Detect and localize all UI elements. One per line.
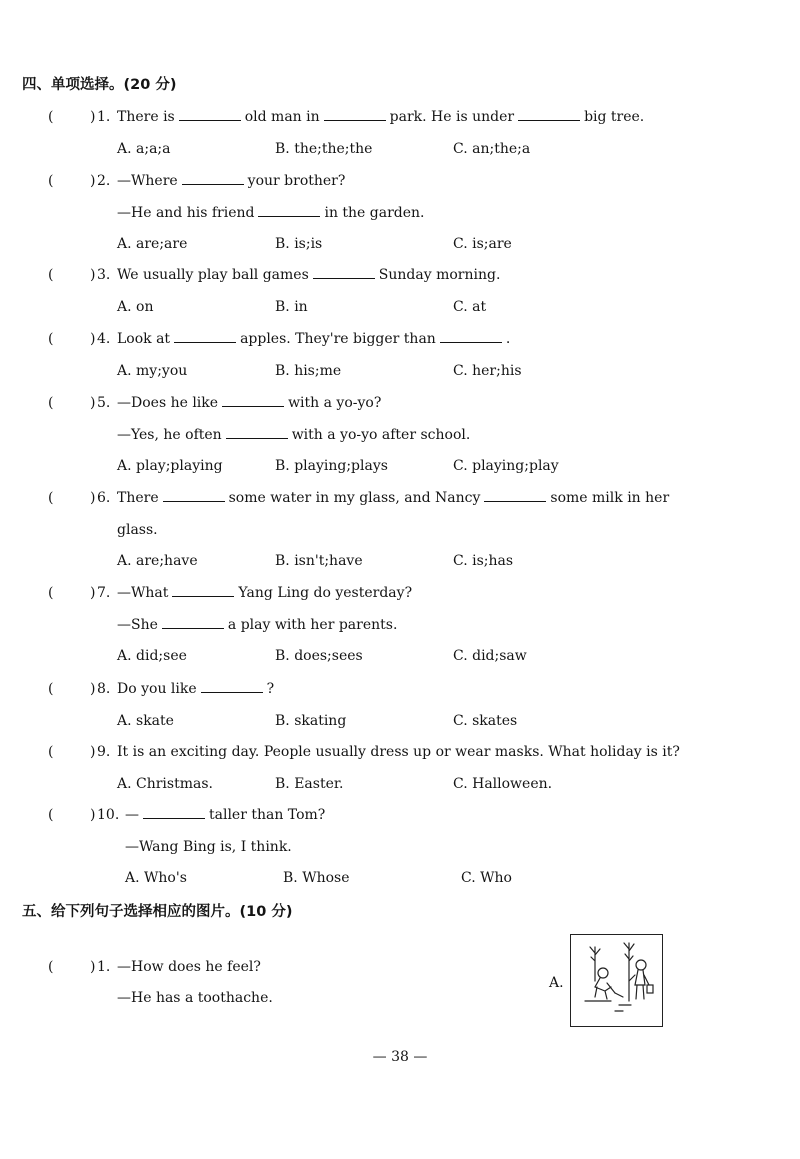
answer-paren-open: ( bbox=[48, 807, 54, 823]
option-b: B. skating bbox=[275, 712, 347, 729]
answer-paren-open: ( bbox=[48, 490, 54, 506]
question-line bbox=[117, 394, 381, 412]
question-line bbox=[117, 426, 470, 444]
answer-paren-open: ( bbox=[48, 959, 54, 975]
option-b: B. his;me bbox=[275, 362, 342, 379]
question-line bbox=[117, 616, 397, 634]
answer-paren-close: ) bbox=[90, 744, 96, 760]
option-c: C. playing;play bbox=[453, 458, 559, 474]
answer-paren-close: ) bbox=[90, 959, 96, 975]
question-number: 4. bbox=[97, 331, 111, 347]
option-a: A. did;see bbox=[117, 648, 187, 664]
question-text: your brother? bbox=[247, 173, 346, 189]
answer-blank bbox=[324, 108, 386, 121]
question-line bbox=[117, 584, 412, 602]
option-c: C. her;his bbox=[453, 362, 522, 379]
question-text: glass. bbox=[117, 521, 158, 538]
option-b: B. in bbox=[275, 298, 308, 315]
answer-blank bbox=[440, 330, 502, 343]
question-line bbox=[117, 266, 500, 284]
question-text: some milk in her bbox=[550, 490, 670, 506]
question-number: 7. bbox=[97, 585, 111, 601]
question-text: —What bbox=[117, 585, 169, 601]
question-text: apples. They're bigger than bbox=[240, 331, 436, 347]
answer-blank bbox=[201, 680, 263, 693]
option-b: B. does;sees bbox=[275, 648, 363, 664]
answer-paren-close: ) bbox=[90, 807, 96, 823]
section-four-title: 四、单项选择。(20 分) bbox=[22, 77, 177, 93]
question-number: 1. bbox=[97, 109, 111, 125]
option-c: C. at bbox=[453, 298, 487, 315]
question-text: Do you like bbox=[117, 681, 197, 697]
option-c: C. an;the;a bbox=[453, 140, 531, 157]
answer-paren-open: ( bbox=[48, 681, 54, 697]
option-b: B. isn't;have bbox=[275, 553, 363, 569]
option-a: A. play;playing bbox=[117, 458, 223, 474]
picture-a bbox=[570, 934, 663, 1027]
option-a: A. Christmas. bbox=[117, 775, 213, 792]
answer-paren-close: ) bbox=[90, 490, 96, 506]
question-text: It is an exciting day. People usually dress up or wear masks. What holiday is it? bbox=[117, 744, 680, 760]
question-text: We usually play ball games bbox=[117, 267, 309, 283]
option-c: C. is;has bbox=[453, 553, 514, 569]
answer-blank bbox=[163, 489, 225, 502]
question-line bbox=[117, 330, 510, 348]
question-text: — bbox=[125, 807, 139, 823]
question-line bbox=[125, 838, 292, 856]
answer-paren-close: ) bbox=[90, 395, 96, 411]
option-c: C. Halloween. bbox=[453, 775, 553, 792]
question-text: Sunday morning. bbox=[378, 267, 501, 283]
question-text: taller than Tom? bbox=[209, 807, 326, 823]
s5-question-line: —He has a toothache. bbox=[117, 990, 273, 1006]
s5-question-number: 1. bbox=[97, 959, 111, 975]
question-line bbox=[117, 489, 669, 507]
question-text: There is bbox=[117, 109, 175, 125]
question-text: Look at bbox=[117, 331, 171, 347]
option-b: B. is;is bbox=[275, 236, 323, 252]
question-text: There bbox=[117, 490, 159, 506]
answer-paren-close: ) bbox=[90, 331, 96, 347]
option-b: B. Whose bbox=[283, 870, 350, 886]
option-b: B. the;the;the bbox=[275, 140, 373, 157]
answer-paren-close: ) bbox=[90, 681, 96, 697]
answer-blank bbox=[258, 204, 320, 217]
answer-blank bbox=[226, 426, 288, 439]
answer-blank bbox=[222, 394, 284, 407]
answer-blank bbox=[143, 806, 205, 819]
question-number: 10. bbox=[97, 807, 120, 823]
answer-blank bbox=[172, 584, 234, 597]
gardening-illustration bbox=[571, 935, 662, 1026]
question-text: big tree. bbox=[584, 109, 645, 125]
question-text: in the garden. bbox=[324, 204, 425, 221]
answer-paren-close: ) bbox=[90, 173, 96, 189]
answer-paren-open: ( bbox=[48, 395, 54, 411]
question-number: 6. bbox=[97, 490, 111, 506]
question-line bbox=[117, 680, 274, 698]
page-number: — 38 — bbox=[372, 1049, 428, 1065]
question-line bbox=[117, 172, 345, 190]
answer-blank bbox=[518, 108, 580, 121]
question-number: 2. bbox=[97, 173, 111, 189]
answer-paren-close: ) bbox=[90, 267, 96, 283]
question-text: . bbox=[505, 331, 511, 347]
answer-paren-open: ( bbox=[48, 585, 54, 601]
option-c: C. is;are bbox=[453, 236, 512, 252]
question-text: old man in bbox=[244, 109, 320, 125]
question-number: 5. bbox=[97, 395, 111, 411]
answer-paren-close: ) bbox=[90, 585, 96, 601]
answer-paren-open: ( bbox=[48, 109, 54, 125]
question-number: 8. bbox=[97, 681, 111, 697]
question-line bbox=[117, 108, 644, 126]
question-text: park. He is under bbox=[389, 109, 515, 125]
option-c: C. skates bbox=[453, 712, 518, 729]
question-text: —Wang Bing is, I think. bbox=[125, 838, 292, 855]
answer-paren-open: ( bbox=[48, 331, 54, 347]
question-text: —She bbox=[117, 616, 158, 633]
option-a: A. my;you bbox=[117, 362, 188, 379]
s5-question-line: —How does he feel? bbox=[117, 959, 261, 975]
picture-label: A. bbox=[549, 975, 564, 991]
question-line bbox=[117, 204, 425, 222]
section-five-title: 五、给下列句子选择相应的图片。(10 分) bbox=[22, 904, 293, 920]
question-text: Yang Ling do yesterday? bbox=[238, 585, 413, 601]
answer-blank bbox=[179, 108, 241, 121]
question-line bbox=[125, 806, 325, 824]
answer-blank bbox=[182, 172, 244, 185]
answer-blank bbox=[162, 616, 224, 629]
question-text: ? bbox=[266, 681, 275, 697]
option-a: A. are;are bbox=[117, 236, 188, 252]
option-b: B. Easter. bbox=[275, 775, 344, 792]
option-a: A. on bbox=[117, 298, 154, 315]
answer-blank bbox=[484, 489, 546, 502]
question-text: some water in my glass, and Nancy bbox=[228, 490, 481, 506]
question-text: —Yes, he often bbox=[117, 426, 222, 443]
question-text: —He and his friend bbox=[117, 204, 255, 221]
question-line bbox=[117, 743, 680, 761]
question-text: —Where bbox=[117, 173, 178, 189]
question-number: 9. bbox=[97, 744, 111, 760]
answer-paren-close: ) bbox=[90, 109, 96, 125]
answer-paren-open: ( bbox=[48, 173, 54, 189]
answer-paren-open: ( bbox=[48, 267, 54, 283]
option-a: A. are;have bbox=[117, 553, 198, 569]
question-line bbox=[117, 521, 158, 539]
question-number: 3. bbox=[97, 267, 111, 283]
option-c: C. did;saw bbox=[453, 648, 527, 664]
option-a: A. skate bbox=[117, 712, 174, 729]
question-text: —Does he like bbox=[117, 395, 219, 411]
question-text: with a yo-yo after school. bbox=[291, 426, 471, 443]
option-b: B. playing;plays bbox=[275, 458, 388, 474]
answer-blank bbox=[174, 330, 236, 343]
option-a: A. a;a;a bbox=[117, 140, 171, 157]
answer-paren-open: ( bbox=[48, 744, 54, 760]
question-text: a play with her parents. bbox=[227, 616, 398, 633]
answer-blank bbox=[313, 266, 375, 279]
question-text: with a yo-yo? bbox=[288, 395, 382, 411]
option-a: A. Who's bbox=[125, 870, 187, 886]
option-c: C. Who bbox=[461, 870, 512, 886]
